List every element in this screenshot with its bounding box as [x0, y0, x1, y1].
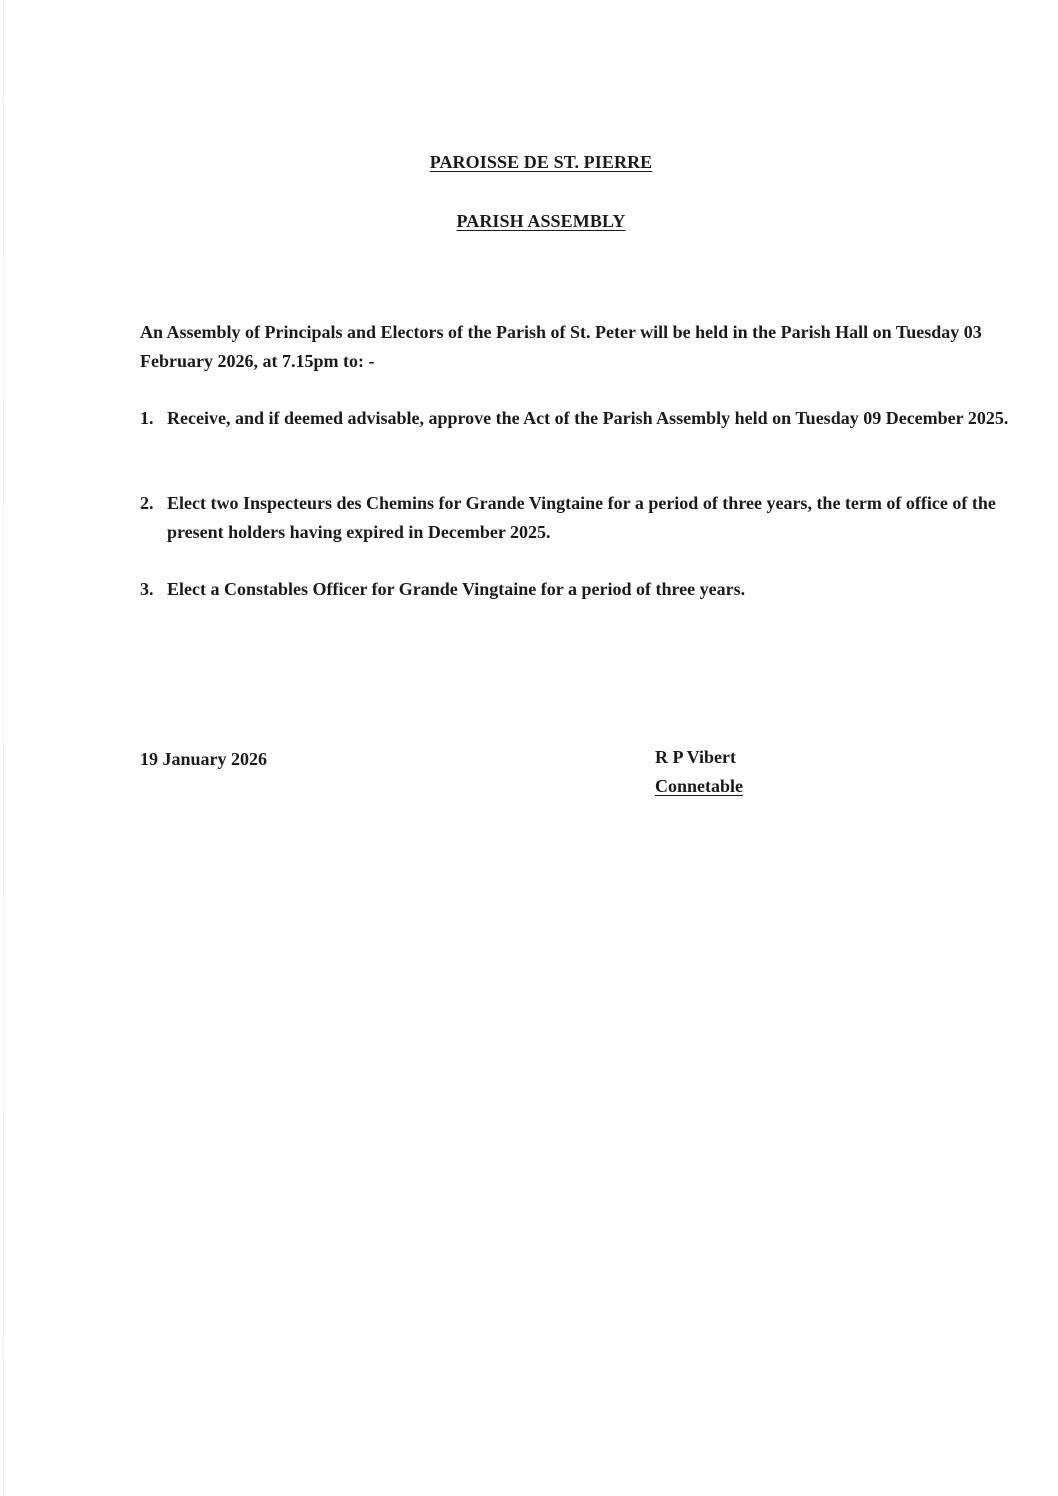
agenda-item-text: Receive, and if deemed advisable, approve the Act of the Parish Assembly held on Tuesday 09 December 2025. [167, 408, 1009, 428]
agenda-item [140, 575, 1020, 604]
agenda-item [140, 404, 1020, 433]
agenda-item-text: Elect two Inspecteurs des Chemins for Grande Vingtaine for a period of three years, the term of office of the present holders having expired in December 2025. [167, 493, 996, 542]
signatory-role: Connetable [655, 776, 744, 796]
agenda-item [140, 489, 1020, 547]
document-title: PAROISSE DE ST. PIERRE [429, 152, 653, 172]
intro-paragraph: An Assembly of Principals and Electors of the Parish of St. Peter will be held in the Parish Hall on Tuesday 03 February 2026, at 7.15pm to: - [140, 322, 982, 371]
agenda-item-number: 1. [140, 408, 154, 428]
agenda-item-number: 3. [140, 579, 154, 599]
document-date: 19 January 2026 [140, 749, 268, 769]
agenda-item-number: 2. [140, 493, 154, 513]
document-subtitle: PARISH ASSEMBLY [456, 211, 626, 231]
agenda-item-text: Elect a Constables Officer for Grande Vingtaine for a period of three years. [167, 579, 746, 599]
signatory-name: R P Vibert [655, 747, 736, 767]
